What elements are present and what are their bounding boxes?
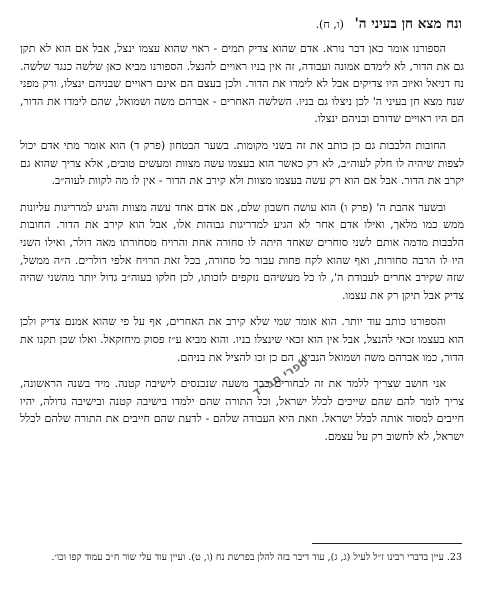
paragraph-5: אני חושב שצריך ללמד את זה לבחורים כבר משעה שנכנסים לישיבה קטנה. מיד בשנה הראשונה, צריך לומר להם שהם שייכים לכלל ישראל, וכל התורה שהם ילמדו בישיבה קטנה ובישיבה גדולה, יהיו חייבים למסור אותה לכלל ישראל. וזאת היא העבודה שלהם - לדעת שהם חייבים את התורה שלהם לכלל ישראל, לא לחשוב רק על עצמם. — [20, 377, 464, 443]
verse-reference: (ו, ח). — [315, 18, 344, 31]
footnote: 23. עיין בדברי רבינו ז״ל לעיל (ג, ג), עוד דיבר בזה להלן בפרשת נח (ו, ט). ועיין עוד עלי שור ח״ב עמוד קפו וכו׳. — [51, 552, 462, 563]
paragraph-3: ובשער אהבת ה' (פרק ו) הוא עושה חשבון שלם, אם אדם אחד עשה מצוות והגיע למדריגות עליונות ממש כמו מלאך, ואילו אדם אחר לא הגיע למדריגות גבוהות אלו, אבל הוא קירב את הדור. החובות הלבבות מדמה אותם לשני סוחרים שאחד היתה לו סחורה אחת והרויח מסחורתו מאה דולר, ואילו השני היו לו הרבה סחורות, ואף שהוא לקח פחות עבור כל סחורה, בכל זאת הרויח אלפי דולרים. ה״ה ממשל, שזה שקירב אחרים לעבודת ה', לו כל מעשיהם נזקפים לזכותו, לכן חלקו בעוה״ב גדול יותר מהשני שהיה צדיק אבל תיקן רק את עצמו. — [20, 200, 464, 302]
paragraph-1: הספורנו אומר כאן דבר נורא. אדם שהוא צדיק תמים - ראוי שהוא עצמו ינצל, אבל אם הוא לא תקן גם את הדור, לא לימדם אמונה ועבודה, זה אין בניו ראויים להנצל. הספורנו מביא כאן שלשה כנגד שלשה. נח דניאל ואיוב היו צדיקים אבל לא לימדו את הדור. ולכן בעצם הם אינם ראויים שבניהם ינצלו, ורק מפני שנח מצא חן בעיני ה' לכן ניצלו גם בניו. השלשה האחרים - אברהם משה ושמואל, שהם לימדו את הדור, הם היו ראויים שדורם ובניהם ינצלו. — [20, 42, 464, 126]
paragraph-4: והספורנו כותב עוד יותר. הוא אומר שמי שלא קירב את האחרים, אף על פי שהוא אמנם צדיק ולכן הוא בעצמו זכאי להנצל, אבל אין הוא זכאי שינצלו בניו. והוא מביא ע״ז פסוק מיחזקאל. ואלו שכן תקנו את הדור, כמו אברהם משה ושמואל הנביא, הם כן זכו להציל את בניהם. — [20, 315, 464, 364]
library-stamp: ספרי חב״ד — [249, 354, 311, 400]
paragraph-2: החובות הלבבות גם כן כותב את זה בשני מקומות. בשער הבטחון (פרק ד) הוא אומר מתי אדם יכול לצפות שיהיה לו חלק לעוה״ב, לא רק כאשר הוא בעצמו עשה מצוות ומעשים טובים, אלא צריך שהוא גם יקרב את הדור. אבל אם הוא רק עשה בעצמו מצוות ולא קירב את הדור - אין לו מה לקוות לעוה״ב. — [20, 138, 464, 188]
verse-heading — [22, 14, 462, 34]
verse-title: ונח מצא חן בעיני ה' — [354, 16, 462, 32]
main-text — [20, 40, 464, 510]
footnote-divider — [312, 543, 462, 544]
